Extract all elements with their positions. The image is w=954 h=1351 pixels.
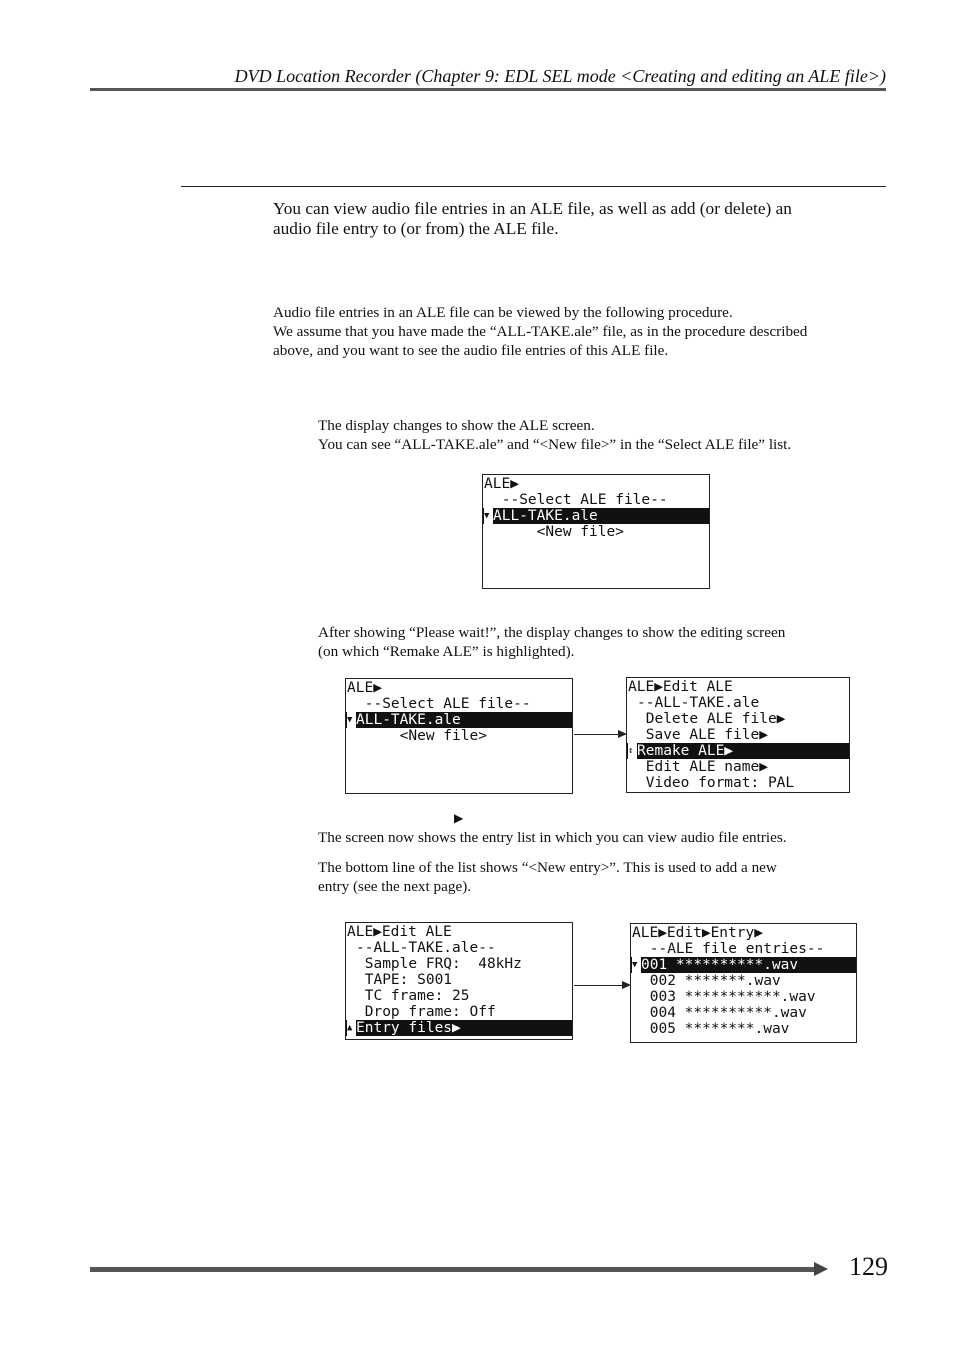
lcd-row: --Select ALE file-- (356, 696, 531, 712)
lcd-entries-screen (630, 923, 857, 1043)
procedure-paragraph (273, 303, 889, 360)
lcd-title: ALE▶Edit▶Entry▶ (632, 925, 763, 941)
step3-note (318, 858, 890, 896)
lcd-row: TC frame: 25 (356, 988, 470, 1004)
step3-text (318, 828, 890, 847)
down-triangle-icon: ▼ (484, 508, 493, 524)
step3-line: The screen now shows the entry list in which you can view audio file entries. (318, 829, 787, 846)
lcd-row: 002 *******.wav (641, 973, 781, 989)
lcd-row: 005 ********.wav (641, 1021, 790, 1037)
procedure-line: Audio file entries in an ALE file can be viewed by the following procedure. (273, 304, 733, 321)
lcd-row: --ALE file entries-- (641, 941, 825, 957)
lcd-row-highlighted: ▲ Entry files▶ (346, 1020, 572, 1036)
down-triangle-icon: ▼ (632, 957, 641, 973)
lcd-title: ALE▶Edit ALE (628, 679, 733, 695)
step1-line: You can see “ALL-TAKE.ale” and “<New file>” in the “Select ALE file” list. (318, 436, 792, 453)
lcd-row: <New file> (356, 728, 487, 744)
procedure-line: We assume that you have made the “ALL-TAKE.ale” file, as in the procedure described (273, 323, 808, 340)
lcd-row: Edit ALE name▶ (637, 759, 768, 775)
right-triangle-icon: ▶ (454, 811, 464, 825)
step1-text (318, 416, 890, 454)
up-down-arrow-icon: ↕ (628, 743, 637, 759)
lcd-row: Video format: PAL (637, 775, 795, 791)
lcd-row: --ALL-TAKE.ale-- (356, 940, 496, 956)
intro-paragraph (273, 199, 888, 239)
step2-line: (on which “Remake ALE” is highlighted). (318, 643, 575, 660)
footer-arrow-icon (814, 1262, 828, 1276)
arrow-right-icon (574, 734, 625, 735)
lcd-row-highlighted: ▼ ALL-TAKE.ale (483, 508, 709, 524)
lcd-edit-ale-info-screen (345, 922, 573, 1040)
lcd-ale-select-screen (482, 474, 710, 589)
lcd-row: Save ALE file▶ (637, 727, 768, 743)
running-header: DVD Location Recorder (Chapter 9: EDL SEL mode <Creating and editing an ALE file>) (234, 66, 886, 86)
lcd-row: Drop frame: Off (356, 1004, 496, 1020)
lcd-row: --ALL-TAKE.ale (637, 695, 760, 711)
lcd-edit-ale-screen (626, 677, 850, 793)
lcd-title: ALE▶ (347, 680, 382, 696)
intro-line: audio file entry to (or from) the ALE file. (273, 219, 559, 238)
header-rule (90, 88, 886, 91)
intro-line: You can view audio file entries in an ALE file, as well as add (or delete) an (273, 199, 792, 218)
lcd-row: 004 **********.wav (641, 1005, 807, 1021)
step2-line: After showing “Please wait!”, the display changes to show the editing screen (318, 624, 786, 641)
section-rule (181, 186, 886, 187)
lcd-row: Sample FRQ: 48kHz (356, 956, 522, 972)
up-triangle-icon: ▲ (347, 1020, 356, 1036)
lcd-title: ALE▶ (484, 476, 519, 492)
procedure-line: above, and you want to see the audio file entries of this ALE file. (273, 342, 669, 359)
step3-note-line: The bottom line of the list shows “<New entry>”. This is used to add a new (318, 859, 777, 876)
lcd-row: <New file> (493, 524, 624, 540)
step3-note-line: entry (see the next page). (318, 878, 472, 895)
page-number: 129 (849, 1252, 888, 1281)
step1-line: The display changes to show the ALE screen. (318, 417, 595, 434)
lcd-row: 003 ***********.wav (641, 989, 816, 1005)
footer-rule (90, 1267, 818, 1272)
lcd-row: Delete ALE file▶ (637, 711, 786, 727)
lcd-row: TAPE: S001 (356, 972, 453, 988)
lcd-title: ALE▶Edit ALE (347, 924, 452, 940)
step2-text (318, 623, 890, 661)
lcd-row-highlighted: ↕ Remake ALE▶ (627, 743, 849, 759)
lcd-row: --Select ALE file-- (493, 492, 668, 508)
arrow-right-icon (574, 985, 629, 986)
down-triangle-icon: ▼ (347, 712, 356, 728)
lcd-row-highlighted: ▼ 001 **********.wav (631, 957, 856, 973)
lcd-ale-select-screen-2 (345, 678, 573, 794)
lcd-row-highlighted: ▼ ALL-TAKE.ale (346, 712, 572, 728)
